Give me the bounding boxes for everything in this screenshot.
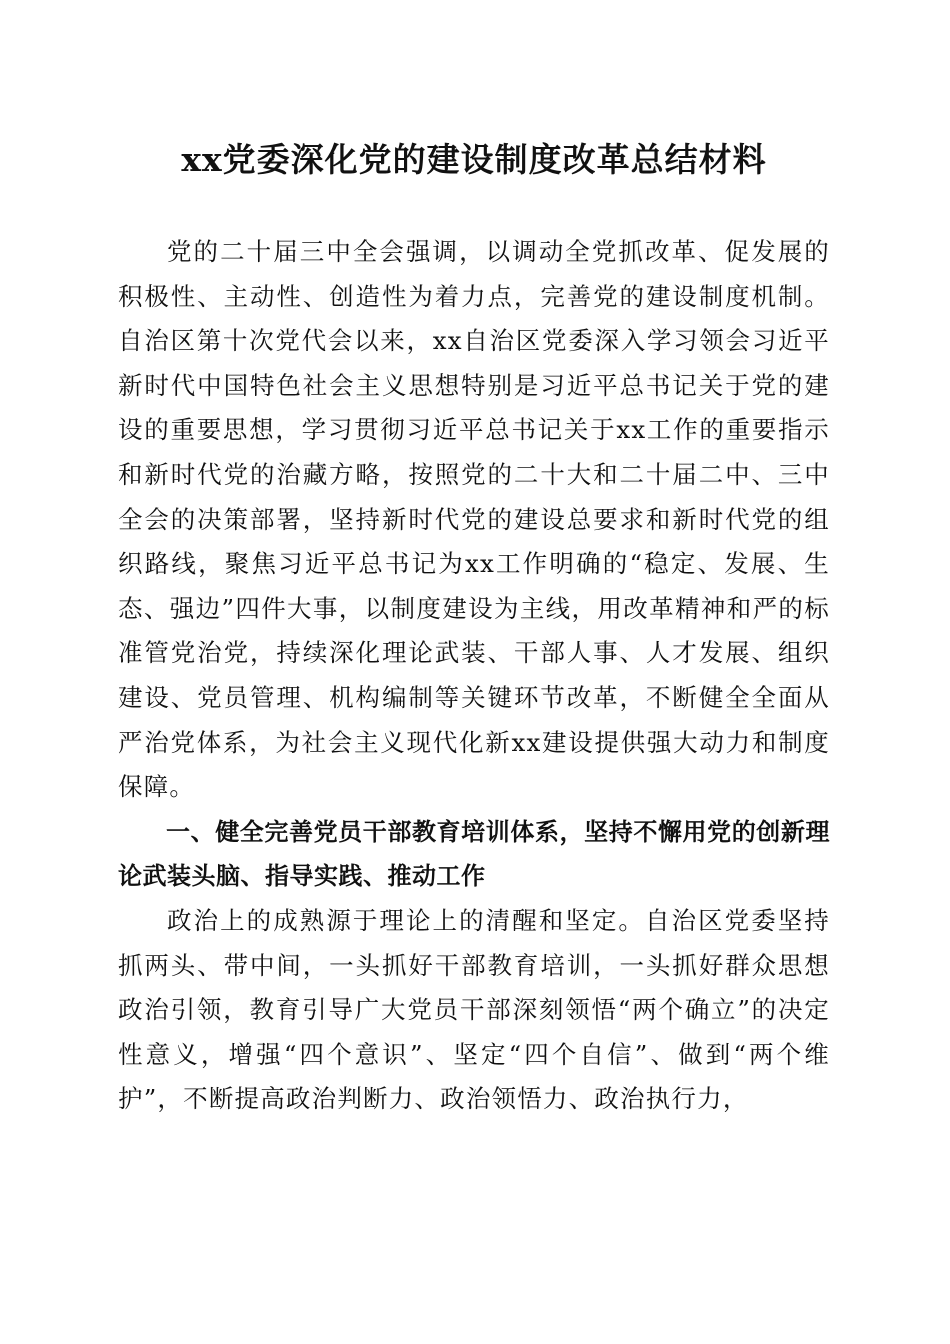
intro-paragraph: 党的二十届三中全会强调，以调动全党抓改革、促发展的积极性、主动性、创造性为着力点，完善党的建设制度机制。自治区第十次党代会以来，xx自治区党委深入学习领会习近平新时代中国特色社会主义思想特别是习近平总书记关于党的建设的重要思想，学习贯彻习近平总书记关于xx工作的重要指示和新时代党的治藏方略，按照党的二十大和二十届二中、三中全会的决策部署，坚持新时代党的建设总要求和新时代党的组织路线，聚焦习近平总书记为xx工作明确的“稳定、发展、生态、强边”四件大事，以制度建设为主线，用改革精神和严的标准管党治党，持续深化理论武装、干部人事、人才发展、组织建设、党员管理、机构编制等关键环节改革，不断健全全面从严治党体系，为社会主义现代化新xx建设提供强大动力和制度保障。 <box>118 237 830 802</box>
section-heading-1: 一、健全完善党员干部教育培训体系，坚持不懈用党的创新理论武装头脑、指导实践、推动工作 <box>118 817 830 891</box>
document-page <box>118 0 830 1344</box>
document-body <box>118 230 830 1122</box>
section-1-paragraph: 政治上的成熟源于理论上的清醒和坚定。自治区党委坚持抓两头、带中间，一头抓好干部教育培训，一头抓好群众思想政治引领，教育引导广大党员干部深刻领悟“两个确立”的决定性意义，增强“四个意识”、坚定“四个自信”、做到“两个维护”，不断提高政治判断力、政治领悟力、政治执行力， <box>118 905 830 1114</box>
document-title: xx党委深化党的建设制度改革总结材料 <box>181 140 767 179</box>
